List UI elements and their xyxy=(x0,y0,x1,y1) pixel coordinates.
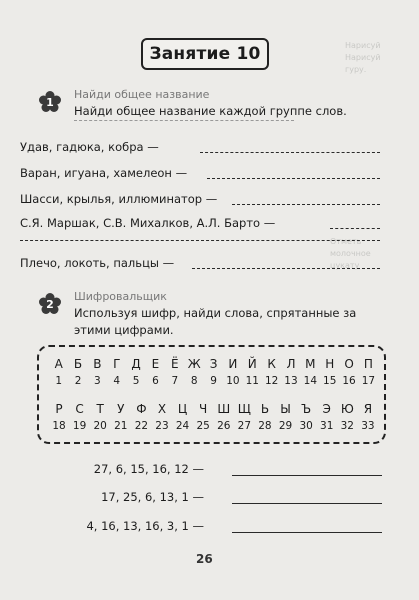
cipher-letter: Ъ xyxy=(301,402,312,416)
cipher-letter: О xyxy=(344,357,354,371)
cipher-letter: Ж xyxy=(187,357,201,371)
cipher-letter: Й xyxy=(247,357,257,371)
cipher-letter: И xyxy=(228,357,238,371)
cipher-number: 20 xyxy=(93,420,107,432)
exercise-1-row-3: Шасси, крылья, иллюминатор — xyxy=(20,192,218,206)
exercise-1-instruction: Найди общее название каждой группе слов. xyxy=(74,104,347,118)
cipher-letter: Т xyxy=(96,402,104,416)
cipher-number: 10 xyxy=(226,375,240,387)
cipher-number: 1 xyxy=(55,375,63,387)
cipher-number: 13 xyxy=(284,375,298,387)
cipher-letter: Н xyxy=(325,357,335,371)
answer-line-3[interactable] xyxy=(232,204,380,205)
exercise-2-instruction-line-1: Используя шифр, найди слова, спрятанные за xyxy=(74,306,357,320)
cipher-letter: Ш xyxy=(217,402,231,416)
cipher-row-1-numbers xyxy=(49,375,378,387)
cipher-letter: У xyxy=(117,402,125,416)
cipher-row-1-letters xyxy=(49,357,378,371)
bleed-through-text-right: Нарисуй Нарисуй гуру. xyxy=(345,41,381,74)
exercise-1-title: Найди общее название xyxy=(74,88,210,101)
cipher-letter: З xyxy=(209,357,218,371)
cipher-number: 2 xyxy=(74,375,82,387)
cipher-number: 8 xyxy=(190,375,198,387)
cipher-letter: С xyxy=(75,402,84,416)
answer-line-1[interactable] xyxy=(200,152,380,153)
cipher-number: 23 xyxy=(155,420,169,432)
code-answer-line-3[interactable] xyxy=(232,532,382,533)
code-row-1: 27, 6, 15, 16, 12 — xyxy=(93,462,204,476)
cipher-letter: Ч xyxy=(199,402,208,416)
cipher-letter: П xyxy=(363,357,373,371)
exercise-2-instruction-line-2: этими цифрами. xyxy=(74,323,174,337)
cipher-letter: А xyxy=(54,357,63,371)
cipher-letter: Ы xyxy=(280,402,291,416)
title-underline xyxy=(74,120,294,121)
exercise-2-number: 2 xyxy=(46,298,54,311)
cipher-letter: Э xyxy=(322,402,331,416)
cipher-number: 5 xyxy=(132,375,140,387)
code-answer-line-2[interactable] xyxy=(232,503,382,504)
cipher-number: 9 xyxy=(210,375,217,387)
cipher-number: 16 xyxy=(342,375,356,387)
cipher-letter: Ц xyxy=(177,402,188,416)
cipher-letter: Х xyxy=(157,402,167,416)
lesson-title: Занятие 10 xyxy=(149,44,261,64)
cipher-number: 12 xyxy=(264,375,279,387)
cipher-number: 33 xyxy=(361,420,375,432)
cipher-letter: Е xyxy=(151,357,160,371)
code-row-2: 17, 25, 6, 13, 1 — xyxy=(101,490,204,504)
cipher-letter: М xyxy=(305,357,316,371)
cipher-letter: К xyxy=(267,357,276,371)
cipher-letter: Д xyxy=(131,357,141,371)
cipher-number: 29 xyxy=(278,420,293,432)
cipher-number: 32 xyxy=(340,420,354,432)
cipher-number: 3 xyxy=(94,375,101,387)
cipher-number: 22 xyxy=(134,420,149,432)
cipher-number: 31 xyxy=(320,420,334,432)
cipher-number: 11 xyxy=(245,375,259,387)
answer-line-2[interactable] xyxy=(207,178,380,179)
exercise-1-row-1: Удав, гадюка, кобра — xyxy=(20,140,159,154)
answer-line-4a[interactable] xyxy=(330,228,380,229)
cipher-number: 27 xyxy=(237,420,252,432)
code-answer-line-1[interactable] xyxy=(232,475,382,476)
cipher-letter: Л xyxy=(286,357,296,371)
cipher-letter: Ё xyxy=(171,357,179,371)
cipher-row-2-letters xyxy=(49,402,378,416)
cipher-number: 6 xyxy=(152,375,159,387)
cipher-number: 28 xyxy=(258,420,272,432)
cipher-number: 17 xyxy=(361,375,376,387)
cipher-number: 30 xyxy=(299,420,313,432)
exercise-1-row-5: Плечо, локоть, пальцы — xyxy=(20,256,175,270)
cipher-number: 25 xyxy=(196,420,210,432)
cipher-letter: Р xyxy=(55,402,63,416)
page-number: 26 xyxy=(196,552,213,566)
answer-line-5[interactable] xyxy=(192,268,380,269)
cipher-letter: Ю xyxy=(340,402,354,416)
cipher-letter: В xyxy=(93,357,102,371)
cipher-letter: Щ xyxy=(237,402,251,416)
exercise-1-number: 1 xyxy=(46,96,54,109)
cipher-letter: Ь xyxy=(260,402,270,416)
cipher-letter: Я xyxy=(363,402,373,416)
code-row-3: 4, 16, 13, 16, 3, 1 — xyxy=(86,519,204,533)
cipher-number: 26 xyxy=(217,420,231,432)
cipher-number: 21 xyxy=(114,420,128,432)
exercise-2-flower-icon xyxy=(39,293,61,315)
exercise-2-title: Шифровальщик xyxy=(74,290,167,303)
lesson-title-box xyxy=(141,38,269,70)
cipher-table xyxy=(37,345,386,444)
exercise-1-row-4: С.Я. Маршак, С.В. Михалков, А.Л. Барто — xyxy=(20,216,276,230)
cipher-number: 15 xyxy=(323,375,337,387)
cipher-letter: Г xyxy=(113,357,121,371)
exercise-1-flower-icon xyxy=(39,91,61,113)
bleed-through-text-left: Отметь молочное цукату xyxy=(330,237,371,270)
cipher-letter: Б xyxy=(73,357,83,371)
exercise-1-row-2: Варан, игуана, хамелеон — xyxy=(20,166,188,180)
cipher-number: 4 xyxy=(113,375,121,387)
cipher-letter: Ф xyxy=(136,402,147,416)
cipher-number: 18 xyxy=(52,420,66,432)
cipher-number: 24 xyxy=(175,420,190,432)
answer-line-4b[interactable] xyxy=(20,240,380,241)
cipher-row-2-numbers xyxy=(49,420,378,432)
cipher-number: 19 xyxy=(72,420,87,432)
cipher-number: 7 xyxy=(171,375,179,387)
cipher-number: 14 xyxy=(303,375,318,387)
